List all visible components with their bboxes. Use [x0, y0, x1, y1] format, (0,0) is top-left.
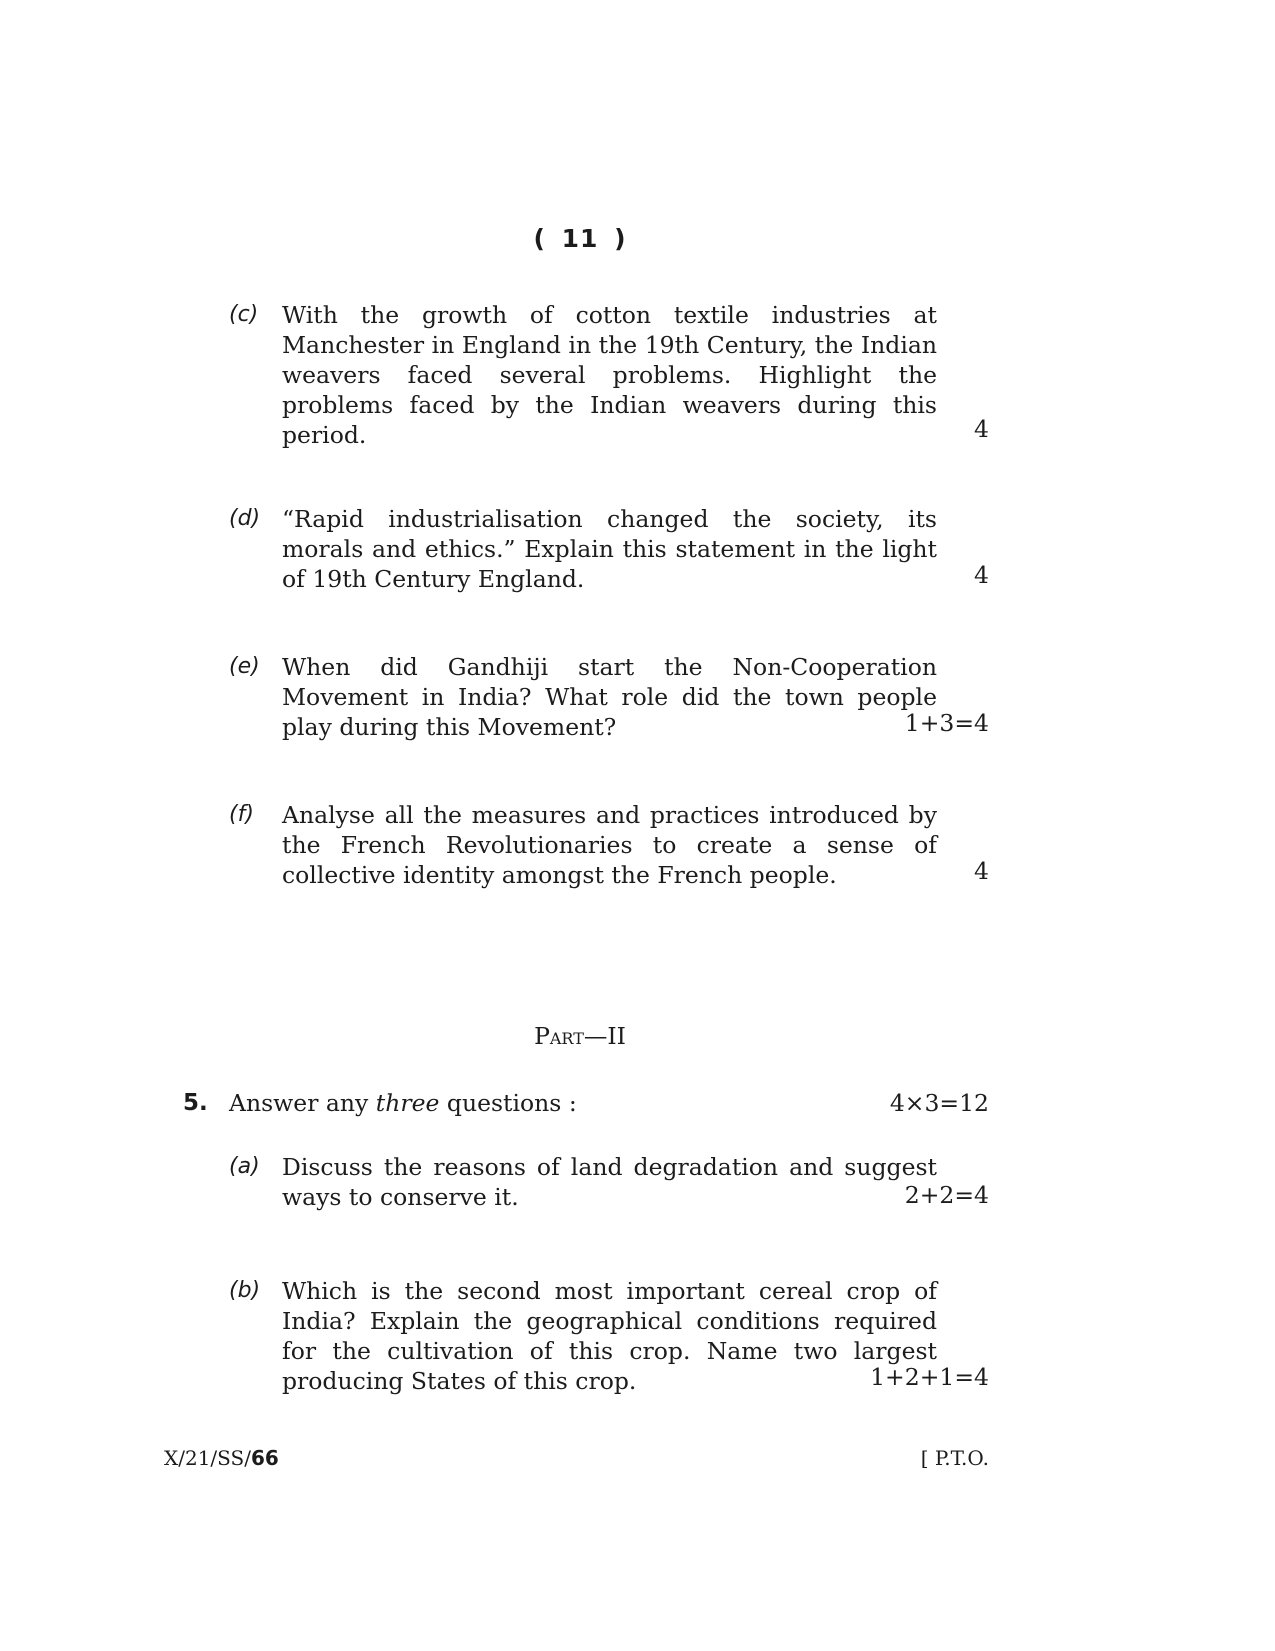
question-text: “Rapid industrialisation changed the society, its morals and ethics.” Explain this statement in the light of 19th Century England. [282, 505, 937, 593]
question-label: (b) [229, 1278, 261, 1303]
question-5b [229, 1276, 989, 1396]
question-text: Discuss the reasons of land degradation and suggest ways to conserve it. [282, 1153, 937, 1211]
question-text: Analyse all the measures and practices introduced by the French Revolutionaries to create a sense of collective identity amongst the French people. [282, 801, 937, 889]
question-marks: 4 [974, 415, 989, 443]
paper-code-prefix: X/21/SS/ [164, 1446, 251, 1470]
question-5a [229, 1152, 989, 1214]
instruction-emphasis: three [375, 1089, 440, 1117]
instruction-text-before: Answer any [229, 1089, 376, 1117]
question-marks: 1+3=4 [904, 709, 989, 737]
page-number: ( 11 ) [533, 224, 627, 253]
question-label: (d) [229, 506, 261, 531]
question-marks: 4×3=12 [889, 1089, 989, 1117]
question-marks: 4 [974, 561, 989, 589]
question-f [229, 800, 989, 890]
question-label: (a) [229, 1154, 260, 1179]
question-d [229, 504, 989, 594]
question-text: With the growth of cotton textile industries at Manchester in England in the 19th Century, the Indian weavers faced several problems. Highlight the problems faced by the Indian weavers during this period. [282, 301, 937, 449]
question-c [229, 300, 989, 450]
paper-code [164, 1446, 279, 1470]
question-text: When did Gandhiji start the Non-Cooperation Movement in India? What role did the town people play during this Movement? [282, 653, 937, 741]
part-heading: Part—II [534, 1022, 626, 1050]
paper-code-number: 66 [250, 1446, 279, 1470]
question-e [229, 652, 989, 742]
question-label: (e) [229, 654, 260, 679]
question-marks: 2+2=4 [904, 1181, 989, 1209]
question-label: (c) [229, 302, 259, 327]
question-instruction [229, 1088, 577, 1118]
question-marks: 4 [974, 857, 989, 885]
question-number: 5. [183, 1090, 208, 1116]
question-label: (f) [229, 802, 254, 827]
question-marks: 1+2+1=4 [870, 1363, 989, 1391]
instruction-text-after: questions : [439, 1089, 577, 1117]
question-text: Which is the second most important cereal crop of India? Explain the geographical conditions required for the cultivation of this crop. Name two largest producing States of this crop. [282, 1277, 937, 1395]
pto-label: [ P.T.O. [920, 1446, 989, 1470]
